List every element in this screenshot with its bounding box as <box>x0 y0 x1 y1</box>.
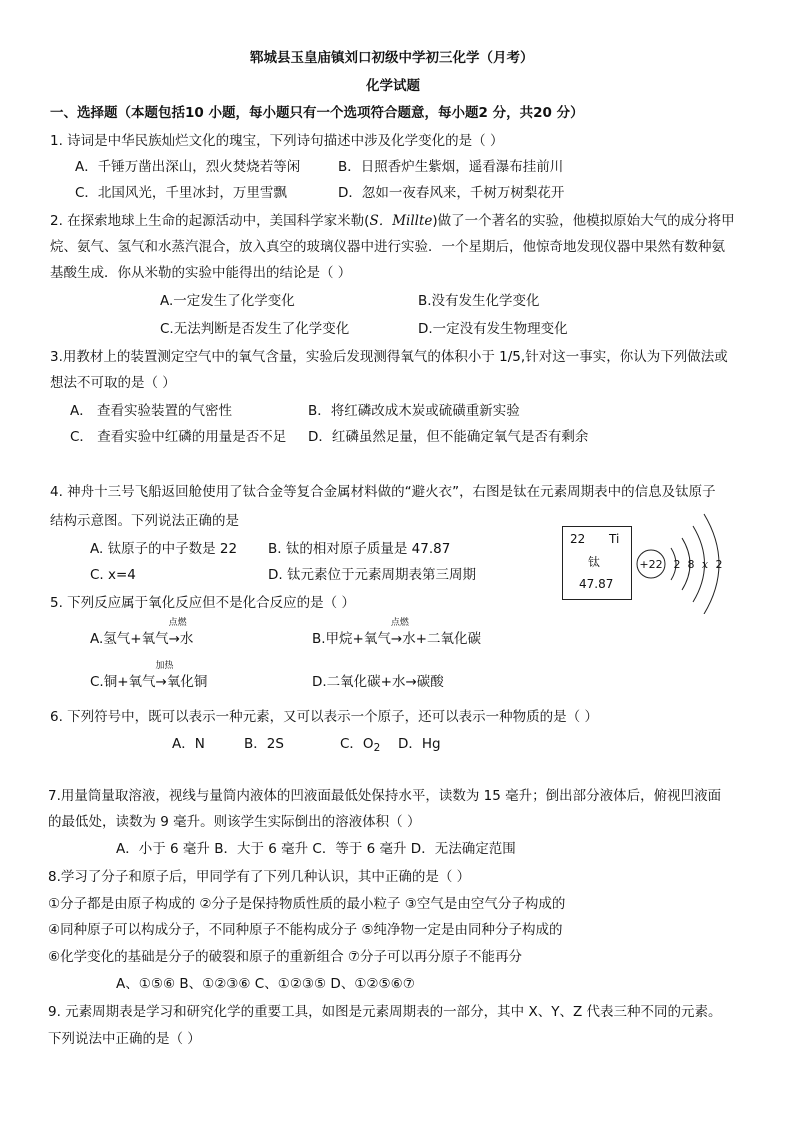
q5-c-arrow-symbol: → <box>155 674 167 690</box>
q3-option-c: C． 查看实验中红磷的用量是否不足 <box>70 429 287 445</box>
q5-option-a <box>90 618 194 648</box>
q8-statements-line-2: ④同种原子可以构成分子，不同种原子不能构成分子 ⑤纯净物一定是由同种分子构成的 <box>48 922 563 938</box>
element-name: 钛 <box>588 555 601 569</box>
element-symbol: Ti <box>609 532 620 546</box>
q5-option-d: D.二氧化碳+水→碳酸 <box>312 674 444 690</box>
element-card-titanium <box>562 526 632 600</box>
q8-stem: 8.学习了分子和原子后，甲同学有了下列几种认识，其中正确的是（ ） <box>48 869 471 885</box>
q5-option-b <box>312 618 481 648</box>
q3-option-a: A． 查看实验装置的气密性 <box>70 403 233 419</box>
q2-stem-line-2: 烷、氨气、氢气和水蒸汽混合，放入真空的玻璃仪器中进行实验．一个星期后，他惊奇地发现仪器中果然有数种氨 <box>50 239 725 255</box>
q6-c-formula: C．O <box>340 736 374 752</box>
shell-electrons-3: x <box>701 558 709 571</box>
page-subtitle: 化学试题 <box>366 78 420 94</box>
q2-stem-line-1 <box>50 212 735 230</box>
q1-stem: 1. 诗词是中华民族灿烂文化的瑰宝，下列诗句描述中涉及化学变化的是（ ） <box>50 133 504 149</box>
q5-b-arrow <box>390 618 409 648</box>
q2-stem-text-a: 2. 在探索地球上生命的起源活动中，美国科学家米勒( <box>50 213 370 229</box>
q8-options: A、①⑤⑥ B、①②③⑥ C、①②③⑤ D、①②⑤⑥⑦ <box>116 976 415 992</box>
q6-option-b: B．2S <box>244 736 284 752</box>
q4-stem-line-2: 结构示意图。下列说法正确的是 <box>50 513 239 529</box>
element-atomic-mass: 47.87 <box>579 577 614 591</box>
q5-stem: 5. 下列反应属于氧化反应但不是化合反应的是（ ） <box>50 595 355 611</box>
shell-electrons-2: 8 <box>687 558 695 571</box>
shell-electrons-4: 2 <box>715 558 723 571</box>
q4-option-c: C. x=4 <box>90 567 136 583</box>
q3-stem-line-2: 想法不可取的是（ ） <box>50 375 176 391</box>
q4-option-d: D. 钛元素位于元素周期表第三周期 <box>268 567 476 583</box>
q5-c-products: 氧化铜 <box>166 674 208 690</box>
q5-c-condition: 加热 <box>155 661 174 671</box>
q5-b-products: 水+二氧化碳 <box>402 631 481 647</box>
q7-options: A．小于 6 毫升 B．大于 6 毫升 C．等于 6 毫升 D．无法确定范围 <box>116 841 516 857</box>
q2-scientist-name: S．Millte <box>369 213 433 229</box>
q5-a-products: 水 <box>179 631 194 647</box>
q4-stem-line-1: 4. 神舟十三号飞船返回舱使用了钛合金等复合金属材料做的“避火衣”，右图是钛在元素周期表中的信息及钛原子 <box>50 484 716 500</box>
q5-a-arrow <box>168 618 187 648</box>
q5-a-condition: 点燃 <box>168 618 187 628</box>
q7-stem-line-2: 的最低处，读数为 9 毫升。则该学生实际倒出的溶液体积（ ） <box>48 814 421 830</box>
q2-option-a: A.一定发生了化学变化 <box>160 293 295 309</box>
nucleus-charge: +22 <box>639 558 663 571</box>
q6-option-c <box>340 735 380 757</box>
q5-c-arrow <box>155 661 174 691</box>
q5-b-reactants: B.甲烷+氧气 <box>312 631 391 647</box>
q8-statements-line-3: ⑥化学变化的基础是分子的破裂和原子的重新组合 ⑦分子可以再分原子不能再分 <box>48 949 522 965</box>
q7-stem-line-1: 7.用量筒量取溶液，视线与量筒内液体的凹液面最低处保持水平，读数为 15 毫升；倒出部分液体后，俯视凹液面 <box>48 788 722 804</box>
element-atomic-number: 22 <box>570 532 586 546</box>
q2-stem-line-3: 基酸生成．你从米勒的实验中能得出的结论是（ ） <box>50 265 352 281</box>
q1-option-d: D．忽如一夜春风来，千树万树梨花开 <box>338 185 565 201</box>
q3-option-d: D．红磷虽然足量，但不能确定氧气是否有剩余 <box>308 429 589 445</box>
q9-stem-line-2: 下列说法中正确的是（ ） <box>48 1031 201 1047</box>
shell-electrons-1: 2 <box>673 558 681 571</box>
q9-stem-line-1: 9. 元素周期表是学习和研究化学的重要工具，如图是元素周期表的一部分，其中 X、Y、Z 代表三种不同的元素。 <box>48 1004 722 1020</box>
q4-option-b: B. 钛的相对原子质量是 47.87 <box>268 541 451 557</box>
q5-b-condition: 点燃 <box>390 618 409 628</box>
q5-c-reactants: C.铜+氧气 <box>90 674 156 690</box>
q3-stem-line-1: 3.用教材上的装置测定空气中的氧气含量，实验后发现测得氧气的体积小于 1/5,针对这一事实，你认为下列做法或 <box>50 349 728 365</box>
q5-a-arrow-symbol: → <box>168 631 180 647</box>
q6-option-d: D．Hg <box>398 736 441 752</box>
titanium-atom-diagram <box>632 504 732 614</box>
section-heading: 一、选择题（本题包括10 小题，每小题只有一个选项符合题意，每小题2 分，共20 分） <box>50 105 584 121</box>
q4-option-a: A. 钛原子的中子数是 22 <box>90 541 238 557</box>
q2-option-d: D.一定没有发生物理变化 <box>418 321 568 337</box>
q1-option-c: C．北国风光，千里冰封，万里雪飘 <box>75 185 287 201</box>
q5-option-c <box>90 661 208 691</box>
q5-a-reactants: A.氢气+氧气 <box>90 631 169 647</box>
q2-stem-text-c: )做了一个著名的实验，他模拟原始大气的成分将甲 <box>432 213 735 229</box>
q8-statements-line-1: ①分子都是由原子构成的 ②分子是保持物质性质的最小粒子 ③空气是由空气分子构成的 <box>48 896 566 912</box>
page-title: 郓城县玉皇庙镇刘口初级中学初三化学（月考） <box>250 50 534 66</box>
q5-b-arrow-symbol: → <box>390 631 403 647</box>
q1-option-a: A．千锤万凿出深山，烈火焚烧若等闲 <box>75 159 301 175</box>
q2-option-c: C.无法判断是否发生了化学变化 <box>160 321 350 337</box>
q6-option-a: A．N <box>172 736 205 752</box>
q6-stem: 6. 下列符号中，既可以表示一种元素，又可以表示一个原子，还可以表示一种物质的是（ ） <box>50 709 598 725</box>
q1-option-b: B．日照香炉生紫烟，遥看瀑布挂前川 <box>338 159 564 175</box>
q3-option-b: B．将红磷改成木炭或硫磺重新实验 <box>308 403 520 419</box>
q6-c-subscript: 2 <box>373 742 381 754</box>
q2-option-b: B.没有发生化学变化 <box>418 293 540 309</box>
